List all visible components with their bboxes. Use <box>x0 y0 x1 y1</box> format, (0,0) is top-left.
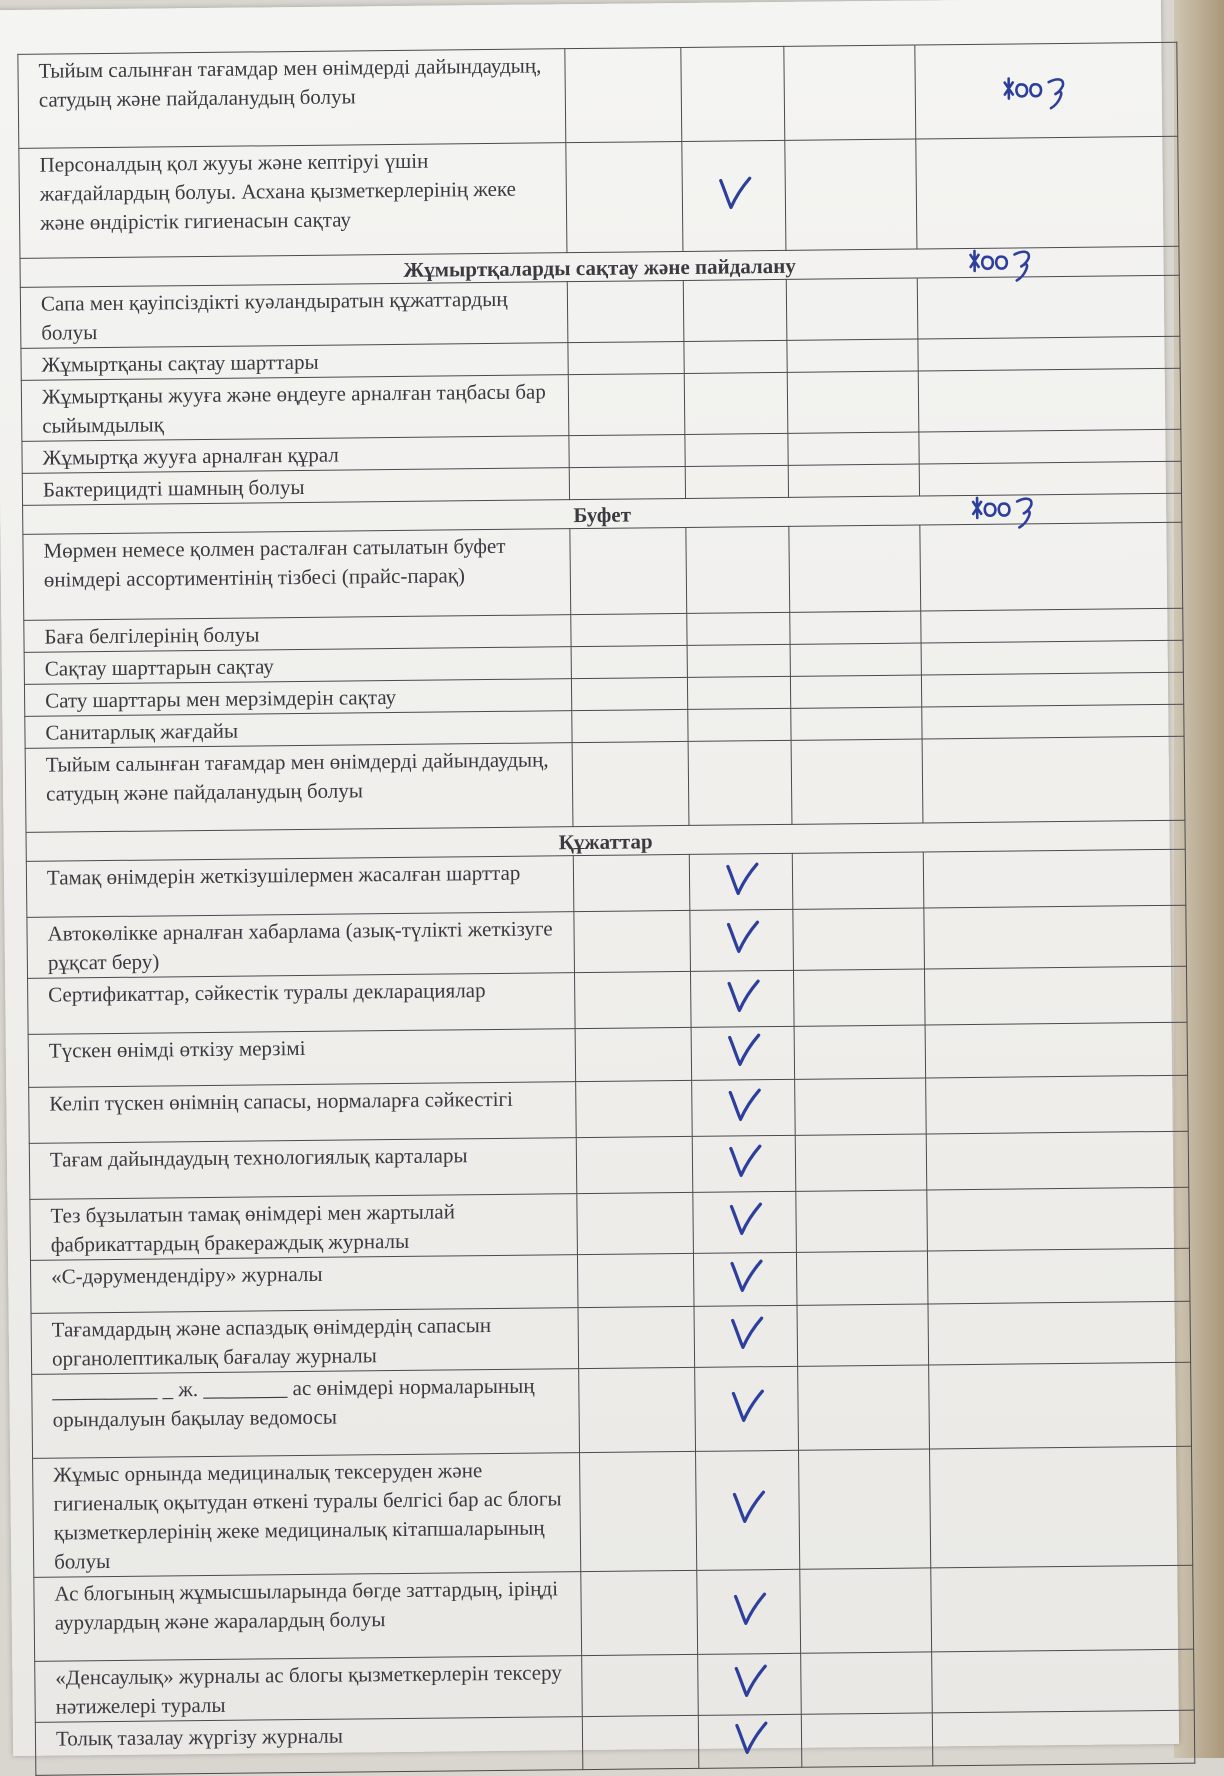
mark-cell-yes <box>691 970 795 1027</box>
criterion-label: Тамақ өнімдерін жеткізушілермен жасалған шарттар <box>26 856 574 918</box>
mark-cell-3 <box>788 432 919 465</box>
checklist-row <box>25 736 1185 832</box>
checklist-row <box>18 42 1178 148</box>
handwritten-note <box>998 63 1094 110</box>
checkmark-icon <box>722 1138 766 1182</box>
mark-cell-1 <box>572 741 689 826</box>
criterion-label: «Денсаулық» журналы ас блогы қызметкерлерін тексеру нәтижелері туралы <box>35 1656 583 1723</box>
criterion-label: __________ _ ж. ________ ас өнімдері нормаларының орындалуын бақылау ведомосы <box>32 1369 580 1459</box>
criterion-label: Сертификаттар, сәйкестік туралы декларациялар <box>28 973 576 1035</box>
mark-cell-3 <box>787 371 919 433</box>
note-cell <box>922 672 1184 707</box>
mark-cell-3 <box>791 675 922 708</box>
criterion-label: Түскен өнімді өткізу мерзімі <box>28 1029 576 1088</box>
note-cell <box>921 640 1183 675</box>
checkmark-icon <box>721 1082 765 1126</box>
mark-cell-3 <box>786 278 918 340</box>
mark-cell-yes <box>688 676 791 709</box>
mark-cell-3 <box>794 969 926 1026</box>
section-title-text: Құжаттар <box>558 829 653 855</box>
mark-cell-3 <box>795 1078 927 1135</box>
note-cell <box>926 1075 1188 1134</box>
note-cell <box>918 368 1180 432</box>
mark-cell-yes <box>685 465 788 498</box>
criterion-label: «С-дәрумендендіру» журналы <box>30 1255 578 1314</box>
criterion-label: Тағам дайындаудың технологиялық карталары <box>29 1138 577 1200</box>
mark-cell-3 <box>801 1652 933 1714</box>
mark-cell-yes <box>697 1569 801 1654</box>
mark-cell-yes <box>698 1653 802 1715</box>
checklist-row <box>33 1446 1193 1577</box>
mark-cell-3 <box>801 1713 932 1767</box>
note-cell <box>925 966 1187 1025</box>
section-title-text: Буфет <box>573 502 632 528</box>
criterion-label: Персоналдың қол жууы және кептіруі үшін жағдайлардың болуы. Асхана қызметкерлерінің жеке және өндірістік гигиенасын сақтау <box>19 143 567 259</box>
mark-cell-yes <box>687 644 790 677</box>
mark-cell-1 <box>572 677 688 710</box>
mark-cell-1 <box>579 1367 696 1452</box>
mark-cell-yes <box>694 1252 798 1306</box>
mark-cell-yes <box>684 372 788 434</box>
checkmark-icon <box>727 1586 771 1630</box>
mark-cell-1 <box>569 373 686 435</box>
handwritten-note <box>967 483 1063 530</box>
mark-cell-3 <box>793 908 925 970</box>
checklist-row <box>34 1565 1194 1661</box>
mark-cell-1 <box>571 645 687 678</box>
mark-cell-3 <box>800 1568 932 1653</box>
mark-cell-1 <box>565 47 682 142</box>
criterion-label: Жұмыртқаны жууға және өңдеуге арналған таңбасы бар сыйымдылық <box>21 375 569 442</box>
checklist-row <box>32 1362 1192 1458</box>
checkmark-icon <box>723 1196 767 1240</box>
checkmark-icon <box>720 914 764 958</box>
note-cell <box>922 736 1185 823</box>
mark-cell-3 <box>794 1025 925 1079</box>
mark-cell-3 <box>791 707 922 740</box>
criterion-label: Сапа мен қауіпсіздікті куәландыратын құжаттардың болуы <box>20 282 568 349</box>
mark-cell-3 <box>797 1304 929 1366</box>
criterion-label: Бактерицидті шамның болуы <box>22 468 570 506</box>
mark-cell-yes <box>681 46 785 141</box>
note-cell <box>926 1131 1188 1190</box>
note-cell <box>930 1446 1193 1568</box>
checkmark-icon <box>726 1484 770 1528</box>
criterion-label: Тыйым салынған тағамдар мен өнімдерді дайындаудың, сатудың және пайдаланудың болуы <box>18 49 566 149</box>
checkmark-icon <box>720 973 764 1017</box>
checkmark-icon <box>728 1715 772 1759</box>
mark-cell-3 <box>785 139 917 250</box>
mark-cell-3 <box>792 852 924 909</box>
note-cell <box>920 522 1183 611</box>
checkmark-icon <box>724 1383 768 1427</box>
mark-cell-yes <box>683 279 787 341</box>
checklist-table <box>17 42 1195 1776</box>
mark-cell-1 <box>570 527 687 614</box>
mark-cell-1 <box>576 1080 692 1137</box>
mark-cell-yes <box>688 708 791 741</box>
mark-cell-yes <box>690 909 794 971</box>
mark-cell-3 <box>790 643 921 676</box>
mark-cell-3 <box>791 739 923 824</box>
checklist-body <box>18 42 1195 1775</box>
mark-cell-yes <box>695 1366 799 1451</box>
mark-cell-yes <box>688 740 792 825</box>
mark-cell-1 <box>568 341 684 374</box>
mark-cell-1 <box>583 1715 699 1769</box>
note-cell <box>918 336 1180 371</box>
criterion-label: Жұмыс орнында медициналық тексеруден және гигиеналық оқытудан өткені туралы белгісі бар ас блогы қызметкерлерінің жеке медициналық кітапшаларының болуы <box>33 1453 582 1578</box>
note-cell <box>928 1248 1190 1304</box>
criterion-label: Жұмыртқаны сақтау шарттары <box>21 343 569 381</box>
mark-cell-1 <box>571 613 687 646</box>
checkmark-icon <box>721 1027 765 1071</box>
handwritten-note <box>964 236 1060 283</box>
note-cell <box>932 1649 1194 1713</box>
mark-cell-3 <box>795 1134 927 1191</box>
criterion-label: Мөрмен немесе қолмен расталған сатылатын буфет өнімдері ассортиментінің тізбесі (прайс-парақ) <box>23 529 571 621</box>
mark-cell-1 <box>580 1451 697 1571</box>
mark-cell-yes <box>685 433 788 466</box>
mark-cell-3 <box>790 611 921 644</box>
mark-cell-yes <box>692 1135 796 1192</box>
checkmark-icon <box>724 1310 768 1354</box>
mark-cell-yes <box>691 1026 795 1080</box>
mark-cell-1 <box>575 1027 691 1081</box>
mark-cell-1 <box>578 1253 694 1307</box>
mark-cell-1 <box>575 971 691 1028</box>
note-cell <box>923 849 1185 908</box>
mark-cell-yes <box>692 1079 796 1136</box>
mark-cell-yes <box>682 140 786 251</box>
criterion-label: Автокөлікке арналған хабарлама (азық-түлікті жеткізуге рұқсат беру) <box>27 912 575 979</box>
note-cell <box>928 1301 1190 1365</box>
note-cell <box>929 1362 1192 1449</box>
mark-cell-1 <box>570 466 686 499</box>
mark-cell-1 <box>568 280 685 342</box>
criterion-label: Сату шарттары мен мерзімдерін сақтау <box>24 679 572 717</box>
mark-cell-yes <box>687 612 790 645</box>
criterion-label: Жұмыртқа жууға арналған құрал <box>22 436 570 474</box>
note-cell <box>917 275 1179 339</box>
mark-cell-1 <box>581 1570 698 1655</box>
mark-cell-3 <box>796 1190 928 1252</box>
mark-cell-3 <box>787 339 918 372</box>
mark-cell-1 <box>574 910 691 972</box>
mark-cell-1 <box>569 434 685 467</box>
mark-cell-1 <box>578 1306 695 1368</box>
criterion-label: Тез бұзылатын тамақ өнімдері мен жартылай фабрикаттардың бракераждық журналы <box>30 1194 578 1261</box>
note-cell <box>916 136 1179 249</box>
mark-cell-yes <box>686 526 790 613</box>
mark-cell-yes <box>684 340 787 373</box>
criterion-label: Сақтау шарттарын сақтау <box>24 647 572 685</box>
note-cell <box>921 608 1183 643</box>
mark-cell-1 <box>572 709 688 742</box>
checkmark-icon <box>727 1658 771 1702</box>
criterion-label: Ас блогының жұмысшыларында бөгде заттардың, іріңді аурулардың және жаралардың болуы <box>34 1572 582 1662</box>
criterion-label: Тағамдардың және аспаздық өнімдердің сапасын органолептикалық бағалау журналы <box>31 1308 579 1375</box>
note-cell <box>925 1022 1187 1078</box>
note-cell <box>931 1565 1194 1652</box>
mark-cell-yes <box>689 853 793 910</box>
checklist-row <box>23 522 1183 620</box>
mark-cell-3 <box>789 525 921 612</box>
mark-cell-3 <box>784 45 916 140</box>
mark-cell-yes <box>698 1714 802 1768</box>
criterion-label: Тыйым салынған тағамдар мен өнімдерді дайындаудың, сатудың және пайдаланудың болуы <box>25 743 573 833</box>
note-cell <box>924 905 1186 969</box>
criterion-label: Санитарлық жағдайы <box>25 711 573 749</box>
mark-cell-3 <box>788 464 919 497</box>
section-title-text: Жұмыртқаларды сақтау және пайдалану <box>403 253 796 282</box>
checkmark-icon <box>719 856 763 900</box>
mark-cell-1 <box>582 1654 699 1716</box>
checkmark-icon <box>723 1253 767 1297</box>
mark-cell-1 <box>577 1136 693 1193</box>
mark-cell-1 <box>574 854 690 911</box>
mark-cell-1 <box>566 141 683 252</box>
note-cell <box>919 429 1181 464</box>
note-cell <box>915 42 1178 139</box>
mark-cell-yes <box>693 1191 797 1253</box>
mark-cell-yes <box>696 1450 800 1570</box>
mark-cell-3 <box>797 1251 928 1305</box>
mark-cell-3 <box>798 1365 930 1450</box>
note-cell <box>922 704 1184 739</box>
mark-cell-3 <box>799 1449 931 1569</box>
criterion-label: Баға белгілерінің болуы <box>24 615 572 653</box>
mark-cell-1 <box>577 1192 694 1254</box>
criterion-label: Келіп түскен өнімнің сапасы, нормаларға сәйкестігі <box>29 1082 577 1144</box>
checkmark-icon <box>712 170 756 214</box>
criterion-label: Толық тазалау жүргізу журналы <box>35 1717 583 1776</box>
note-cell <box>927 1187 1189 1251</box>
mark-cell-yes <box>694 1305 798 1367</box>
